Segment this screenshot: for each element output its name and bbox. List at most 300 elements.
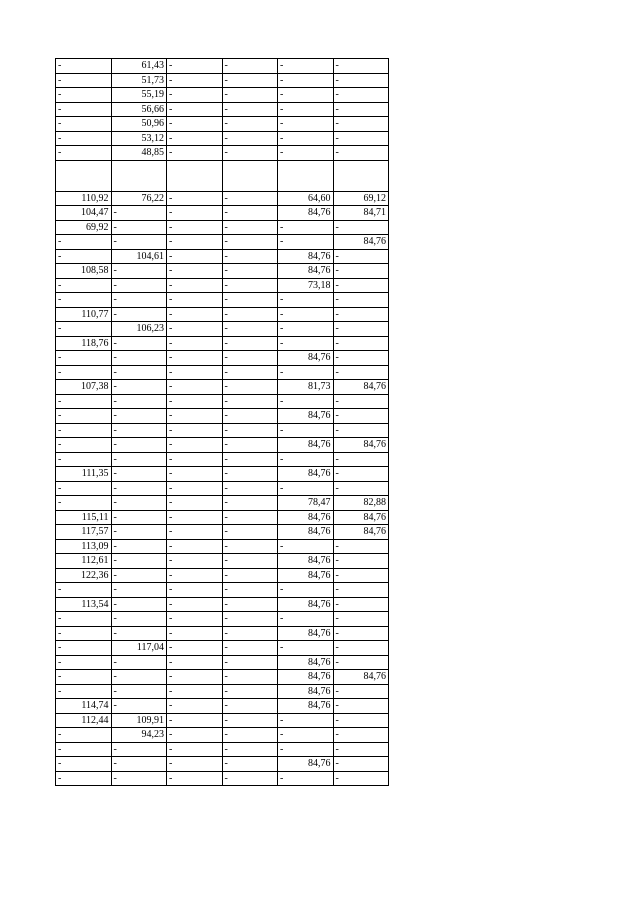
table-cell: -: [222, 117, 278, 132]
table-cell: 84,76: [278, 351, 334, 366]
table-cell: -: [111, 626, 167, 641]
table-cell: -: [167, 235, 223, 250]
table-cell: -: [111, 438, 167, 453]
table-row: [56, 293, 389, 308]
table-cell: -: [278, 771, 334, 786]
table-cell: 113,54: [56, 597, 112, 612]
table-cell: -: [333, 554, 389, 569]
table-cell: -: [56, 131, 112, 146]
table-cell: 53,12: [111, 131, 167, 146]
table-cell: 84,76: [333, 380, 389, 395]
table-cell: -: [333, 771, 389, 786]
table-cell: [333, 160, 389, 191]
table-row: [56, 117, 389, 132]
table-cell: [222, 160, 278, 191]
table-cell: 84,76: [333, 235, 389, 250]
table-cell: -: [111, 351, 167, 366]
table-cell: 84,76: [278, 510, 334, 525]
table-cell: 84,76: [278, 670, 334, 685]
table-cell: 84,76: [278, 699, 334, 714]
table-cell: -: [111, 452, 167, 467]
table-cell: 84,76: [278, 554, 334, 569]
table-cell: -: [278, 336, 334, 351]
table-cell: -: [333, 307, 389, 322]
table-cell: -: [278, 539, 334, 554]
table-row: [56, 583, 389, 598]
table-cell: -: [222, 423, 278, 438]
table-cell: -: [167, 206, 223, 221]
table-cell: 84,76: [278, 597, 334, 612]
table-cell: -: [167, 496, 223, 511]
table-cell: -: [167, 264, 223, 279]
table-cell: 50,96: [111, 117, 167, 132]
table-cell: -: [278, 423, 334, 438]
table-cell: -: [278, 88, 334, 103]
table-cell: -: [222, 525, 278, 540]
table-row: [56, 59, 389, 74]
table-cell: -: [56, 409, 112, 424]
table-cell: -: [222, 612, 278, 627]
table-cell: -: [333, 394, 389, 409]
table-cell: -: [167, 438, 223, 453]
table-cell: -: [222, 670, 278, 685]
table-cell: -: [278, 742, 334, 757]
table-cell: -: [167, 597, 223, 612]
table-cell: 117,57: [56, 525, 112, 540]
table-cell: -: [222, 626, 278, 641]
table-cell: -: [111, 655, 167, 670]
table-cell: -: [167, 641, 223, 656]
table-cell: 106,23: [111, 322, 167, 337]
table-cell: -: [111, 293, 167, 308]
table-cell: -: [333, 583, 389, 598]
table-cell: -: [111, 568, 167, 583]
table-cell: -: [56, 684, 112, 699]
table-cell: -: [278, 481, 334, 496]
table-cell: -: [111, 684, 167, 699]
table-cell: -: [167, 59, 223, 74]
table-cell: -: [167, 365, 223, 380]
table-cell: -: [333, 249, 389, 264]
table-row: [56, 771, 389, 786]
table-cell: -: [222, 88, 278, 103]
table-row: [56, 757, 389, 772]
table-cell: -: [167, 102, 223, 117]
table-cell: -: [167, 73, 223, 88]
table-cell: -: [278, 59, 334, 74]
table-row: [56, 568, 389, 583]
table-cell: -: [56, 249, 112, 264]
table-row: [56, 278, 389, 293]
table-cell: -: [222, 438, 278, 453]
table-cell: -: [222, 539, 278, 554]
table-cell: -: [111, 467, 167, 482]
table-cell: -: [56, 626, 112, 641]
table-cell: 107,38: [56, 380, 112, 395]
table-row: [56, 380, 389, 395]
table-cell: -: [278, 235, 334, 250]
table-cell: 84,76: [278, 757, 334, 772]
table-row: [56, 235, 389, 250]
table-cell: -: [167, 88, 223, 103]
table-cell: -: [222, 206, 278, 221]
table-cell: -: [333, 131, 389, 146]
table-cell: -: [333, 481, 389, 496]
table-cell: -: [333, 467, 389, 482]
table-cell: -: [167, 423, 223, 438]
table-cell: -: [333, 728, 389, 743]
table-row: [56, 264, 389, 279]
table-cell: -: [333, 612, 389, 627]
table-row: [56, 539, 389, 554]
table-cell: -: [222, 452, 278, 467]
table-cell: -: [278, 728, 334, 743]
table-cell: -: [222, 191, 278, 206]
table-cell: -: [333, 59, 389, 74]
table-cell: 64,60: [278, 191, 334, 206]
table-cell: -: [222, 467, 278, 482]
table-row: [56, 670, 389, 685]
table-cell: 84,76: [278, 525, 334, 540]
table-cell: 117,04: [111, 641, 167, 656]
table-row: [56, 336, 389, 351]
table-cell: -: [333, 641, 389, 656]
table-cell: -: [56, 293, 112, 308]
table-cell: -: [222, 757, 278, 772]
table-cell: -: [222, 394, 278, 409]
table-cell: -: [278, 365, 334, 380]
table-cell: -: [56, 670, 112, 685]
table-cell: -: [111, 554, 167, 569]
table-row: [56, 481, 389, 496]
table-cell: -: [222, 278, 278, 293]
table-cell: -: [278, 131, 334, 146]
table-cell: -: [278, 641, 334, 656]
table-cell: -: [111, 365, 167, 380]
table-cell: -: [111, 742, 167, 757]
table-row: [56, 467, 389, 482]
table-row: [56, 73, 389, 88]
table-cell: -: [111, 496, 167, 511]
table-cell: 84,76: [278, 249, 334, 264]
table-cell: -: [222, 59, 278, 74]
table-cell: -: [222, 713, 278, 728]
table-cell: -: [111, 206, 167, 221]
table-cell: 84,76: [333, 438, 389, 453]
table-row: [56, 641, 389, 656]
table-cell: -: [56, 771, 112, 786]
table-cell: -: [167, 583, 223, 598]
table-cell: -: [167, 380, 223, 395]
table-row: [56, 699, 389, 714]
table-cell: -: [333, 423, 389, 438]
table-cell: -: [333, 452, 389, 467]
table-cell: -: [222, 699, 278, 714]
table-cell: -: [56, 612, 112, 627]
table-cell: -: [111, 539, 167, 554]
table-row: [56, 597, 389, 612]
table-cell: -: [56, 146, 112, 161]
table-body: [56, 59, 389, 786]
table-row: [56, 510, 389, 525]
table-cell: -: [167, 539, 223, 554]
table-cell: -: [278, 307, 334, 322]
table-cell: -: [56, 117, 112, 132]
table-cell: -: [333, 757, 389, 772]
table-cell: -: [167, 670, 223, 685]
table-cell: 109,91: [111, 713, 167, 728]
table-cell: 110,77: [56, 307, 112, 322]
table-cell: -: [56, 423, 112, 438]
table-cell: -: [222, 73, 278, 88]
table-cell: 110,92: [56, 191, 112, 206]
table-row: [56, 307, 389, 322]
table-cell: -: [333, 409, 389, 424]
table-cell: -: [111, 336, 167, 351]
table-cell: -: [167, 307, 223, 322]
table-cell: -: [222, 481, 278, 496]
table-row: [56, 684, 389, 699]
table-cell: -: [278, 583, 334, 598]
table-cell: 48,85: [111, 146, 167, 161]
table-cell: -: [167, 146, 223, 161]
table-cell: -: [167, 525, 223, 540]
table-cell: 84,71: [333, 206, 389, 221]
table-cell: -: [56, 742, 112, 757]
table-cell: -: [167, 612, 223, 627]
table-cell: -: [111, 264, 167, 279]
table-cell: -: [167, 322, 223, 337]
table-cell: -: [222, 293, 278, 308]
table-cell: 112,61: [56, 554, 112, 569]
table-cell: -: [333, 117, 389, 132]
table-cell: -: [111, 757, 167, 772]
table-cell: -: [56, 322, 112, 337]
table-cell: 69,12: [333, 191, 389, 206]
table-cell: 84,76: [278, 206, 334, 221]
table-cell: -: [167, 510, 223, 525]
table-cell: 113,09: [56, 539, 112, 554]
table-cell: -: [167, 713, 223, 728]
table-cell: 84,76: [333, 525, 389, 540]
table-cell: -: [56, 757, 112, 772]
table-cell: 112,44: [56, 713, 112, 728]
table-cell: -: [278, 322, 334, 337]
table-cell: 84,76: [278, 467, 334, 482]
table-cell: -: [278, 146, 334, 161]
table-cell: 84,76: [278, 626, 334, 641]
table-row: [56, 728, 389, 743]
table-cell: 104,47: [56, 206, 112, 221]
table-cell: 84,76: [278, 409, 334, 424]
table-cell: -: [111, 423, 167, 438]
table-cell: 78,47: [278, 496, 334, 511]
table-row: [56, 496, 389, 511]
table-row: [56, 191, 389, 206]
table-cell: -: [333, 102, 389, 117]
table-row: [56, 525, 389, 540]
table-cell: -: [333, 336, 389, 351]
table-cell: -: [56, 102, 112, 117]
table-cell: -: [222, 351, 278, 366]
table-row: [56, 102, 389, 117]
table-cell: -: [56, 351, 112, 366]
table-cell: -: [167, 191, 223, 206]
table-cell: -: [222, 307, 278, 322]
table-cell: -: [167, 452, 223, 467]
table-row: [56, 409, 389, 424]
table-cell: -: [222, 597, 278, 612]
table-cell: 76,22: [111, 191, 167, 206]
table-cell: -: [56, 59, 112, 74]
table-cell: -: [278, 452, 334, 467]
table-cell: -: [222, 264, 278, 279]
table-cell: 82,88: [333, 496, 389, 511]
table-cell: -: [222, 235, 278, 250]
table-cell: -: [167, 394, 223, 409]
table-cell: -: [167, 771, 223, 786]
table-cell: 111,35: [56, 467, 112, 482]
table-cell: 84,76: [278, 655, 334, 670]
table-cell: -: [333, 146, 389, 161]
table-cell: -: [278, 220, 334, 235]
table-cell: 122,36: [56, 568, 112, 583]
table-cell: -: [333, 220, 389, 235]
table-row: [56, 626, 389, 641]
table-cell: -: [333, 713, 389, 728]
table-row: [56, 423, 389, 438]
table-row: [56, 394, 389, 409]
table-cell: -: [278, 394, 334, 409]
table-cell: -: [333, 742, 389, 757]
table-cell: -: [333, 322, 389, 337]
table-cell: -: [111, 394, 167, 409]
table-cell: -: [56, 365, 112, 380]
table-cell: -: [111, 220, 167, 235]
table-cell: -: [111, 699, 167, 714]
table-cell: -: [167, 699, 223, 714]
table-cell: -: [222, 131, 278, 146]
table-row: [56, 713, 389, 728]
table-cell: -: [56, 655, 112, 670]
table-cell: 84,76: [278, 568, 334, 583]
table-cell: -: [222, 496, 278, 511]
table-cell: 104,61: [111, 249, 167, 264]
table-cell: 84,76: [333, 510, 389, 525]
table-cell: -: [167, 249, 223, 264]
table-cell: -: [167, 220, 223, 235]
table-cell: -: [111, 583, 167, 598]
table-cell: 69,92: [56, 220, 112, 235]
table-row: [56, 554, 389, 569]
table-cell: -: [278, 713, 334, 728]
table-cell: -: [111, 597, 167, 612]
table-cell: -: [333, 88, 389, 103]
table-cell: -: [222, 409, 278, 424]
table-cell: 114,74: [56, 699, 112, 714]
table-cell: -: [56, 278, 112, 293]
table-cell: 56,66: [111, 102, 167, 117]
table-cell: -: [278, 293, 334, 308]
table-cell: -: [167, 684, 223, 699]
table-cell: -: [167, 467, 223, 482]
table-cell: -: [111, 771, 167, 786]
table-cell: [56, 160, 112, 191]
table-cell: -: [167, 568, 223, 583]
table-row: [56, 655, 389, 670]
table-cell: 108,58: [56, 264, 112, 279]
table-cell: 84,76: [278, 438, 334, 453]
table-cell: -: [167, 351, 223, 366]
table-cell: 84,76: [333, 670, 389, 685]
data-table: [55, 58, 389, 786]
table-row: [56, 131, 389, 146]
table-cell: -: [111, 409, 167, 424]
table-cell: -: [222, 742, 278, 757]
table-cell: -: [333, 351, 389, 366]
table-cell: -: [333, 699, 389, 714]
table-cell: -: [167, 409, 223, 424]
table-cell: -: [167, 117, 223, 132]
table-cell: -: [222, 102, 278, 117]
table-cell: -: [56, 641, 112, 656]
table-cell: -: [167, 293, 223, 308]
table-cell: -: [111, 612, 167, 627]
table-row: [56, 322, 389, 337]
table-row: [56, 206, 389, 221]
table-cell: -: [56, 728, 112, 743]
table-cell: -: [222, 655, 278, 670]
table-cell: -: [111, 481, 167, 496]
table-cell: -: [167, 742, 223, 757]
table-cell: 84,76: [278, 264, 334, 279]
table-row: [56, 146, 389, 161]
table-cell: 94,23: [111, 728, 167, 743]
table-cell: -: [222, 684, 278, 699]
table-cell: -: [333, 73, 389, 88]
table-cell: -: [167, 278, 223, 293]
table-cell: -: [333, 278, 389, 293]
table-cell: -: [222, 220, 278, 235]
table-cell: -: [111, 510, 167, 525]
table-cell: [278, 160, 334, 191]
table-cell: -: [111, 380, 167, 395]
table-cell: -: [222, 568, 278, 583]
table-cell: -: [56, 438, 112, 453]
table-cell: -: [56, 235, 112, 250]
table-cell: -: [111, 670, 167, 685]
table-row: [56, 452, 389, 467]
table-cell: -: [222, 771, 278, 786]
table-cell: 81,73: [278, 380, 334, 395]
table-cell: -: [167, 728, 223, 743]
table-cell: -: [56, 583, 112, 598]
table-cell: [167, 160, 223, 191]
table-cell: -: [333, 684, 389, 699]
table-cell: -: [278, 73, 334, 88]
table-cell: -: [278, 102, 334, 117]
table-cell: -: [222, 583, 278, 598]
table-cell: -: [56, 481, 112, 496]
table-row: [56, 88, 389, 103]
table-cell: 51,73: [111, 73, 167, 88]
table-cell: -: [222, 249, 278, 264]
table-cell: -: [167, 655, 223, 670]
table-cell: -: [222, 554, 278, 569]
table-row: [56, 438, 389, 453]
table-cell: [111, 160, 167, 191]
table-row: [56, 351, 389, 366]
